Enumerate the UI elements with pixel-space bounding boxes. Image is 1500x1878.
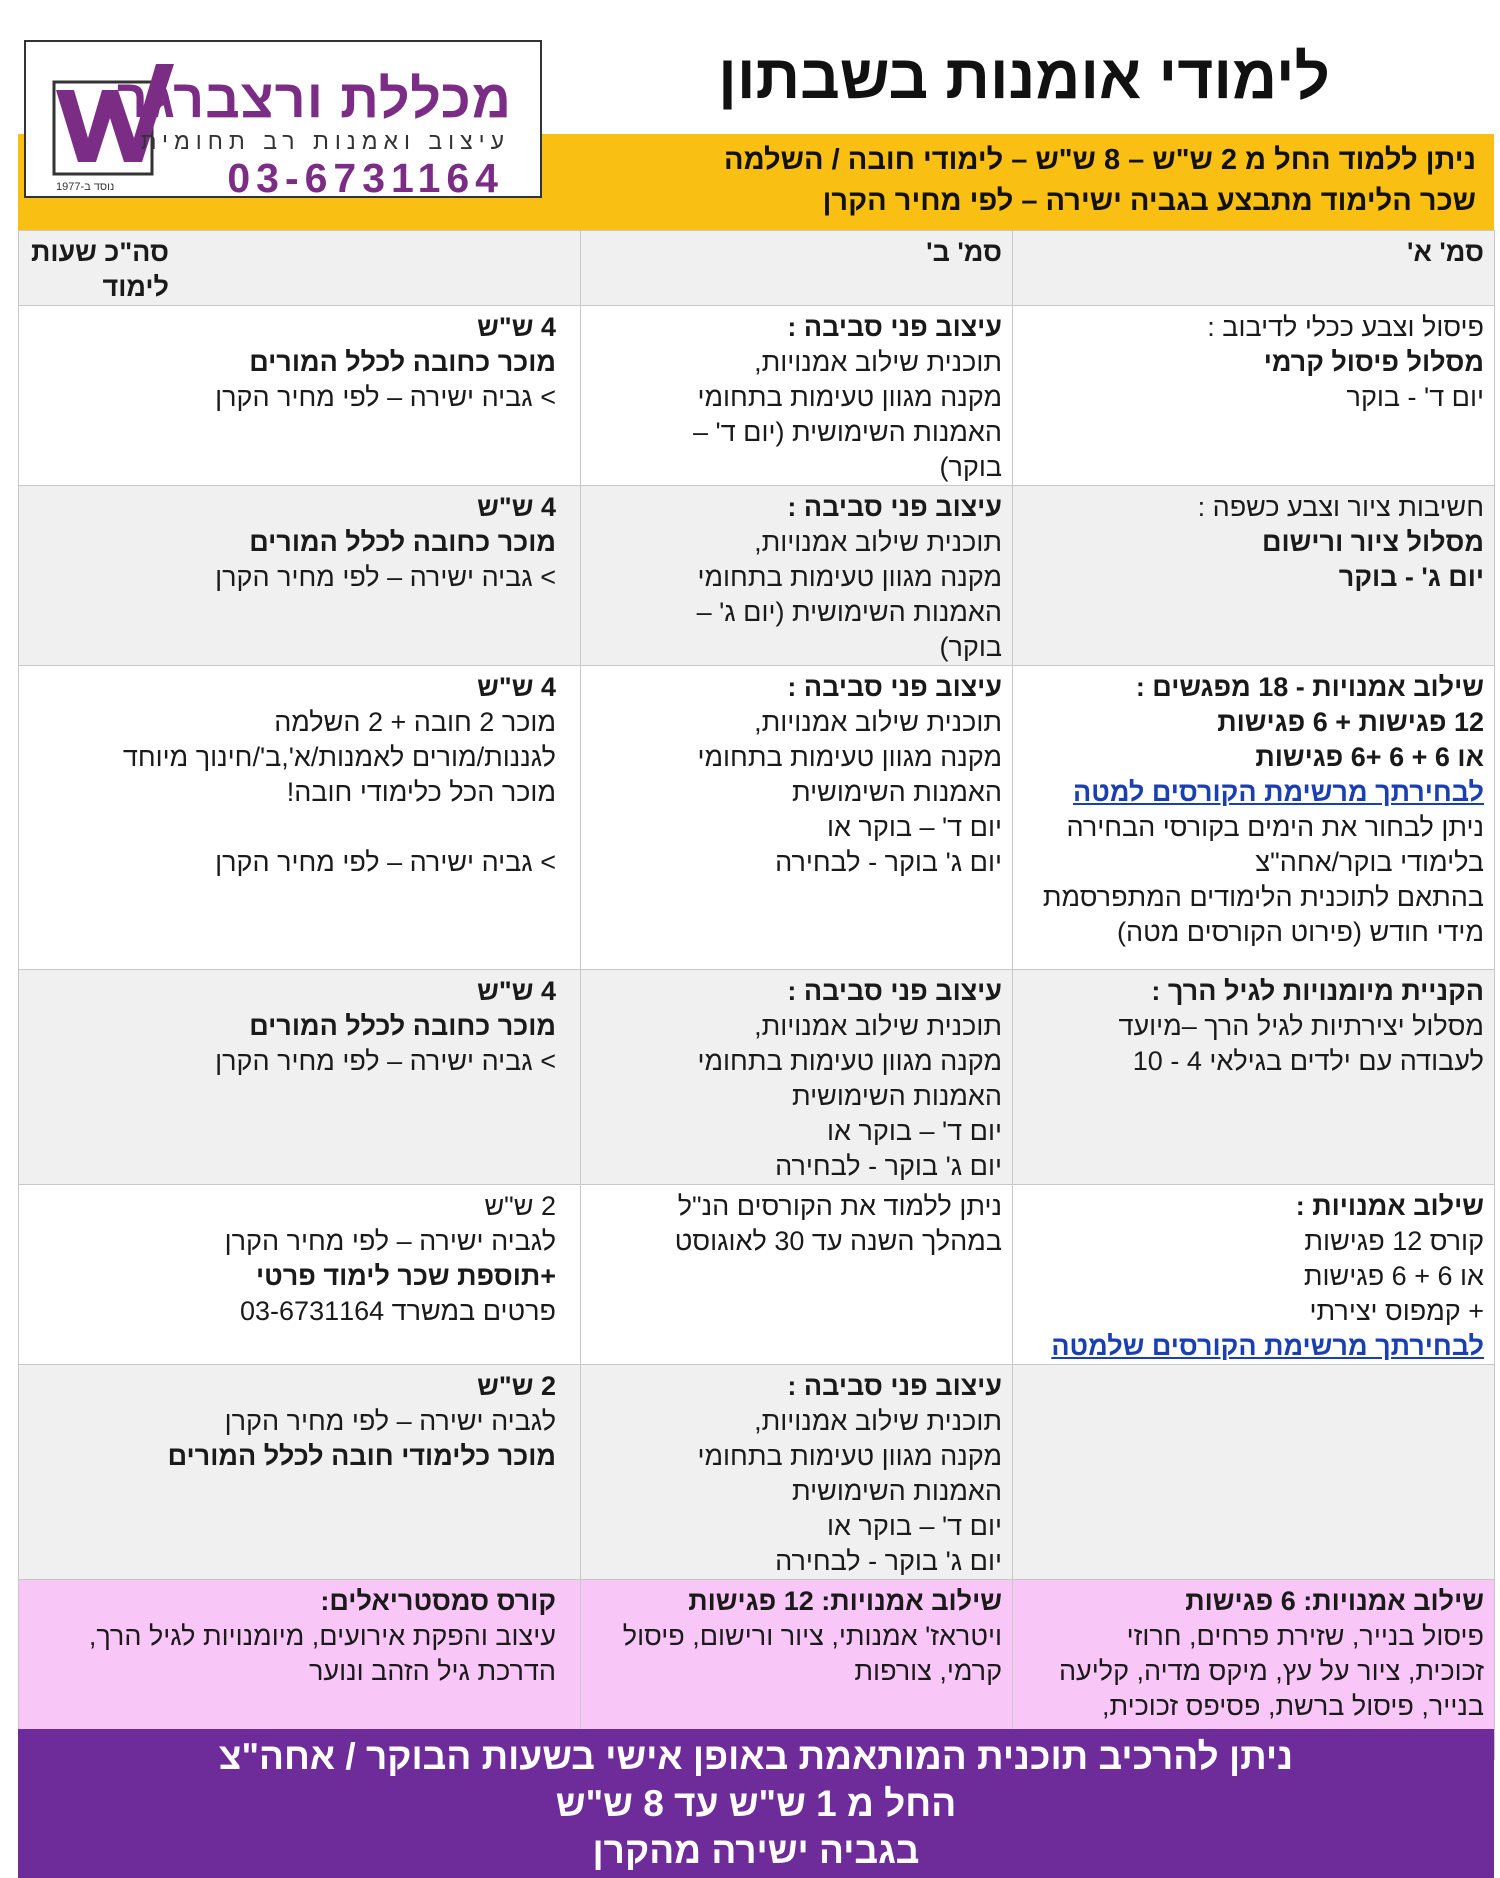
cell-line: תוכנית שילוב אמנויות, xyxy=(754,707,1002,737)
cell-line: בהתאם לתוכנית הלימודים המתפרסמת xyxy=(1042,882,1484,912)
cell-line: עיצוב פני סביבה : xyxy=(787,1371,1002,1401)
cell-line: מוכר כחובה לכלל המורים xyxy=(249,527,556,557)
cell-line: האמנות השימושית (יום ד' – xyxy=(693,417,1002,447)
cell-sem-a xyxy=(1013,666,1495,970)
cell-line: לגננות/מורים לאמנות/א',ב'/חינוך מיוחד xyxy=(122,742,556,772)
cell-line: יום ג' בוקר - לבחירה xyxy=(775,1546,1002,1576)
cell-sem-a xyxy=(1013,1365,1495,1580)
cell-line: מקנה מגוון טעימות בתחומי xyxy=(697,1046,1002,1076)
cell-line: קורס סמסטריאלים: xyxy=(320,1586,556,1616)
cell-line: האמנות השימושית xyxy=(792,1476,1002,1506)
cell-line: מסלול פיסול קרמי xyxy=(1263,347,1484,377)
footer-line-1: ניתן להרכיב תוכנית המותאמת באופן אישי בשעות הבוקר / אחה"צ xyxy=(218,1736,1294,1777)
cell-line: קרמי, צורפות xyxy=(854,1656,1002,1686)
header-total-hours xyxy=(19,231,581,306)
cell-line: חשיבות ציור וצבע כשפה : xyxy=(1197,492,1484,522)
footer-banner xyxy=(18,1729,1494,1878)
cell-line: יום ד' – בוקר או xyxy=(827,1511,1002,1541)
cell-line: פרטים במשרד 03-6731164 xyxy=(240,1296,556,1326)
cell-line: זכוכית, ציור על עץ, מיקס מדיה, קליעה xyxy=(1058,1656,1484,1686)
cell-line: מסלול יצירתיות לגיל הרך –מיועד xyxy=(1118,1011,1484,1041)
cell-line: 4 ש"ש xyxy=(477,492,556,522)
cell-line: יום ד' – בוקר או xyxy=(827,1116,1002,1146)
cell-line: שילוב אמנויות: 6 פגישות xyxy=(1185,1586,1484,1616)
page-title: לימודי אומנות בשבתון xyxy=(718,43,1330,112)
cell-line: > גביה ישירה – לפי מחיר הקרן xyxy=(215,847,556,877)
cell-line: בוקר) xyxy=(939,452,1002,482)
cell-sem-b xyxy=(581,666,1013,970)
cell-sem-a xyxy=(1013,970,1495,1185)
cell-line: 4 ש"ש xyxy=(477,976,556,1006)
cell-line: שילוב אמנויות - 18 מפגשים : xyxy=(1135,672,1484,702)
cell-sem-b xyxy=(581,1365,1013,1580)
table-row xyxy=(19,1365,1495,1580)
cell-line: במהלך השנה עד 30 לאוגוסט xyxy=(674,1226,1002,1256)
info-band-line-2: שכר הלימוד מתבצע בגביה ישירה – לפי מחיר הקרן xyxy=(822,185,1476,217)
cell-sem-a xyxy=(1013,306,1495,486)
cell-line: > גביה ישירה – לפי מחיר הקרן xyxy=(215,562,556,592)
table-row xyxy=(19,486,1495,666)
cell-line: בוקר) xyxy=(939,632,1002,662)
cell-line: > גביה ישירה – לפי מחיר הקרן xyxy=(215,382,556,412)
cell-line: מוכר כחובה לכלל המורים xyxy=(249,347,556,377)
logo-phone: 03-6731164 xyxy=(227,155,504,201)
cell-line: מקנה מגוון טעימות בתחומי xyxy=(697,382,1002,412)
header-total-hours-line-2: לימוד xyxy=(102,272,169,302)
table-row xyxy=(19,1185,1495,1365)
cell-sem-a xyxy=(1013,1185,1495,1365)
cell-line: יום ג' - בוקר xyxy=(1338,562,1484,592)
cell-line: בנייר, פיסול ברשת, פסיפס זכוכית, xyxy=(1101,1691,1484,1721)
cell-line: 12 פגישות + 6 פגישות xyxy=(1217,707,1484,737)
cell-line: הקניית מיומנויות לגיל הרך : xyxy=(1151,976,1484,1006)
footer-line-2: החל מ 1 ש"ש עד 8 ש"ש xyxy=(555,1783,957,1824)
cell-line: הדרכת גיל הזהב ונוער xyxy=(309,1656,556,1686)
cell-line: 2 ש"ש xyxy=(477,1371,556,1401)
course-list-link[interactable]: לבחירתך מרשימת הקורסים למטה xyxy=(1073,777,1484,807)
college-logo xyxy=(24,40,542,201)
cell-line: ניתן ללמוד את הקורסים הנ"ל xyxy=(677,1191,1002,1221)
cell-line xyxy=(29,810,556,845)
cell-hours xyxy=(19,666,581,970)
logo-college-name: מכללת ורצברגר xyxy=(116,69,512,129)
cell-sem-b xyxy=(581,970,1013,1185)
cell-line: יום ג' בוקר - לבחירה xyxy=(775,847,1002,877)
cell-line: מקנה מגוון טעימות בתחומי xyxy=(697,1441,1002,1471)
cell-hours xyxy=(19,1365,581,1580)
cell-line: +תוספת שכר לימוד פרטי xyxy=(256,1261,556,1291)
table-row xyxy=(19,666,1495,970)
cell-line: ויטראז' אמנותי, ציור ורישום, פיסול xyxy=(622,1621,1002,1651)
logo-founded: נוסד ב-1977 xyxy=(56,181,115,193)
cell-line: > גביה ישירה – לפי מחיר הקרן xyxy=(215,1046,556,1076)
logo-tagline: עיצוב ואמנות רב תחומית xyxy=(140,128,510,154)
info-band-text xyxy=(724,140,1476,222)
cell-line: שילוב אמנויות : xyxy=(1295,1191,1484,1221)
header-sem-b: סמ' ב' xyxy=(581,231,1013,306)
cell-hours xyxy=(19,1185,581,1365)
cell-line: עיצוב פני סביבה : xyxy=(787,492,1002,522)
cell-line: תוכנית שילוב אמנויות, xyxy=(754,527,1002,557)
cell-line: מוכר כחובה לכלל המורים xyxy=(249,1011,556,1041)
cell-line: עיצוב והפקת אירועים, מיומנויות לגיל הרך, xyxy=(88,1621,556,1651)
cell-line: האמנות השימושית xyxy=(792,777,1002,807)
cell-line: עיצוב פני סביבה : xyxy=(787,312,1002,342)
info-band-line-1: ניתן ללמוד החל מ 2 ש"ש – 8 ש"ש – לימודי חובה / השלמה xyxy=(723,144,1476,176)
cell-sem-b xyxy=(581,306,1013,486)
cell-line: יום ג' בוקר - לבחירה xyxy=(775,1151,1002,1181)
cell-line: ניתן לבחור את הימים בקורסי הבחירה xyxy=(1066,812,1484,842)
cell-line: מוכר הכל כלימודי חובה! xyxy=(286,777,556,807)
cell-line: מידי חודש (פירוט הקורסים מטה) xyxy=(1117,917,1484,947)
cell-sem-b xyxy=(581,1185,1013,1365)
table-header-row xyxy=(19,231,1495,306)
footer-line-3: בגביה ישירה מהקרן xyxy=(592,1830,920,1871)
cell-line: לגביה ישירה – לפי מחיר הקרן xyxy=(224,1226,556,1256)
cell-line: 2 ש"ש xyxy=(484,1191,556,1221)
cell-line: פיסול וצבע ככלי לדיבוב : xyxy=(1207,312,1484,342)
cell-line: מקנה מגוון טעימות בתחומי xyxy=(697,562,1002,592)
cell-line: יום ד' - בוקר xyxy=(1346,382,1484,412)
cell-line: יום ד' – בוקר או xyxy=(827,812,1002,842)
cell-line: או 6 + 6 +6 פגישות xyxy=(1255,742,1484,772)
cell-line: מוכר 2 חובה + 2 השלמה xyxy=(274,707,556,737)
header-total-hours-line-1: סה"כ שעות xyxy=(30,237,169,267)
cell-line: מקנה מגוון טעימות בתחומי xyxy=(697,742,1002,772)
cell-line: תוכנית שילוב אמנויות, xyxy=(754,1406,1002,1436)
cell-line: 4 ש"ש xyxy=(477,672,556,702)
cell-line: קורס 12 פגישות xyxy=(1304,1226,1484,1256)
cell-line: 4 ש"ש xyxy=(477,312,556,342)
course-list-link[interactable]: לבחירתך מרשימת הקורסים שלמטה xyxy=(1051,1331,1484,1361)
cell-line: או 6 + 6 פגישות xyxy=(1303,1261,1484,1291)
cell-line: מוכר כלימודי חובה לכלל המורים xyxy=(167,1441,556,1471)
table-row xyxy=(19,970,1495,1185)
cell-line: תוכנית שילוב אמנויות, xyxy=(754,1011,1002,1041)
cell-line: עיצוב פני סביבה : xyxy=(787,672,1002,702)
header-sem-a: סמ' א' xyxy=(1013,231,1495,306)
cell-line: בלימודי בוקר/אחה"צ xyxy=(1255,847,1484,877)
cell-hours xyxy=(19,306,581,486)
cell-line: עיצוב פני סביבה : xyxy=(787,976,1002,1006)
cell-hours xyxy=(19,970,581,1185)
table-row xyxy=(19,306,1495,486)
program-table xyxy=(18,230,1495,1760)
cell-hours xyxy=(19,486,581,666)
cell-line: + קמפוס יצירתי xyxy=(1309,1296,1484,1326)
cell-line: שילוב אמנויות: 12 פגישות xyxy=(688,1586,1002,1616)
cell-sem-a xyxy=(1013,486,1495,666)
cell-line: האמנות השימושית xyxy=(792,1081,1002,1111)
cell-line: תוכנית שילוב אמנויות, xyxy=(754,347,1002,377)
cell-line: האמנות השימושית (יום ג' – xyxy=(696,597,1002,627)
cell-line: לגביה ישירה – לפי מחיר הקרן xyxy=(224,1406,556,1436)
cell-line: לעבודה עם ילדים בגילאי 4 - 10 xyxy=(1132,1046,1484,1076)
cell-line: מסלול ציור ורישום xyxy=(1262,527,1484,557)
cell-sem-b xyxy=(581,486,1013,666)
cell-line: פיסול בנייר, שזירת פרחים, חרוזי xyxy=(1126,1621,1484,1651)
